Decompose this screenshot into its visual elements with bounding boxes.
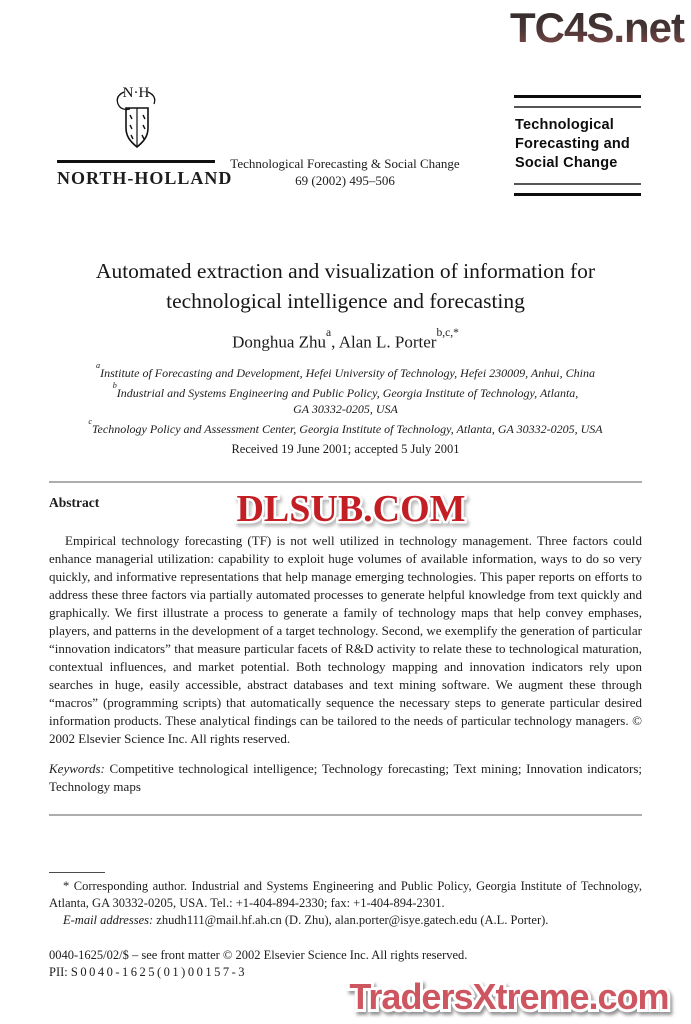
corresponding-author-note: * Corresponding author. Industrial and Systems Engineering and Public Policy, Georgia Institute of Technology, Atlanta, GA 30332-0205, USA. Tel.: +1-404-894-2330; fax: +1-404-894-2301. xyxy=(49,879,642,910)
author-line xyxy=(0,325,691,353)
pii-label: PII: xyxy=(49,965,68,979)
abstract-heading: Abstract xyxy=(49,495,100,510)
received-dates: Received 19 June 2001; accepted 5 July 2001 xyxy=(231,442,460,456)
masthead-line-2: Forecasting and xyxy=(515,136,630,152)
masthead-line-1: Technological xyxy=(515,117,615,133)
tc4s-watermark-text: TC4S.net xyxy=(509,4,684,51)
journal-citation-issue: 69 (2002) 495–506 xyxy=(295,173,395,188)
journal-citation-title: Technological Forecasting & Social Change xyxy=(230,156,460,171)
affiliation-b xyxy=(20,382,671,402)
affiliation-b-mark: b xyxy=(112,380,117,390)
author-separator: , xyxy=(331,332,339,352)
email-text: zhudh111@mail.hf.ah.cn (D. Zhu), alan.porter@isye.gatech.edu (A.L. Porter). xyxy=(153,913,549,927)
affiliation-c xyxy=(20,418,671,438)
abstract-text: Empirical technology forecasting (TF) is not well utilized in technology management. Three factors could enhance managerial utilization: capability to exploit huge volumes of available information, ways to do so very quickly, and informative representations that help manage emerging technologies. This paper reports on efforts to address these three factors via partially automated processes to generate helpful knowledge from text quickly and graphically. We first illustrate a process to generate a family of technology maps that help convey emphases, players, and patterns in the development of a target technology. Second, we exemplify the generation of particular “innovation indicators” that measure particular facets of R&D activity to relate these to technological maturation, contextual influences, and market potential. Both technology mapping and innovation indicators rely upon searches in huge, easily accessible, abstract databases and text mining software. We augment these through “macros” (programming scripts) that automatically sequence the necessary steps to generate particular desired information products. These analytical findings can be tailored to the needs of particular technology managers. © 2002 Elsevier Science Inc. All rights reserved. xyxy=(49,533,642,746)
publisher-rule xyxy=(57,160,215,163)
journal-citation xyxy=(210,155,480,189)
masthead-rule-bottom xyxy=(514,183,641,196)
abstract-section xyxy=(49,488,642,795)
author-2-affil-mark: b,c,* xyxy=(436,325,459,339)
affiliation-b-text2: GA 30332-0205, USA xyxy=(293,402,398,416)
journal-masthead xyxy=(514,95,641,196)
affiliation-a-text: Institute of Forecasting and Development, Hefei University of Technology, Hefei 230009, Anhui, China xyxy=(100,366,595,380)
issn-line: 0040-1625/02/$ – see front matter © 2002 Elsevier Science Inc. All rights reserved. xyxy=(49,948,468,962)
pii-value: S0040-1625(01)00157-3 xyxy=(70,965,247,979)
affiliation-b-continued xyxy=(20,401,671,418)
masthead-rule-top xyxy=(514,95,641,108)
tradersxtreme-watermark-text: TradersXtreme.com xyxy=(349,976,669,1017)
article-title-line1: Automated extraction and visualization of information for xyxy=(95,259,596,283)
masthead-line-3: Social Change xyxy=(515,155,618,171)
affiliation-a-mark: a xyxy=(96,361,101,371)
keywords-label: Keywords: xyxy=(49,761,105,776)
tradersxtreme-watermark xyxy=(328,971,691,1023)
emblem-letters: N·H xyxy=(122,85,150,101)
tc4s-watermark xyxy=(479,1,689,53)
email-label: E-mail addresses: xyxy=(63,913,154,927)
dlsub-watermark xyxy=(201,485,501,533)
affiliations xyxy=(20,362,671,437)
publisher-name: NORTH-HOLLAND xyxy=(57,168,233,188)
article-title-line2: technological intelligence and forecasting xyxy=(166,289,525,313)
affiliation-a xyxy=(20,362,671,382)
dlsub-watermark-text: DLSUB.COM xyxy=(236,488,466,530)
keywords-bottom-rule xyxy=(49,814,642,816)
keywords xyxy=(49,760,642,795)
keywords-text: Competitive technological intelligence; Technology forecasting; Text mining; Innovation indicators; Technology maps xyxy=(49,761,642,794)
footnote-rule xyxy=(49,872,105,873)
author-1-affil-mark: a xyxy=(326,325,332,339)
affiliation-c-text: Technology Policy and Assessment Center, Georgia Institute of Technology, Atlanta, GA 30332-0205, USA xyxy=(91,421,603,436)
article-title xyxy=(20,256,671,316)
publisher-logo xyxy=(57,84,233,189)
email-addresses xyxy=(49,912,642,929)
north-holland-emblem-icon xyxy=(104,84,168,158)
footnote xyxy=(49,872,642,929)
affiliation-b-text: Industrial and Systems Engineering and Public Policy, Georgia Institute of Technology, Atlanta, xyxy=(116,385,579,400)
author-1: Donghua Zhu xyxy=(232,332,327,352)
abstract-top-rule xyxy=(49,481,642,483)
affiliation-c-mark: c xyxy=(88,416,92,426)
author-2: Alan L. Porter xyxy=(338,332,437,352)
